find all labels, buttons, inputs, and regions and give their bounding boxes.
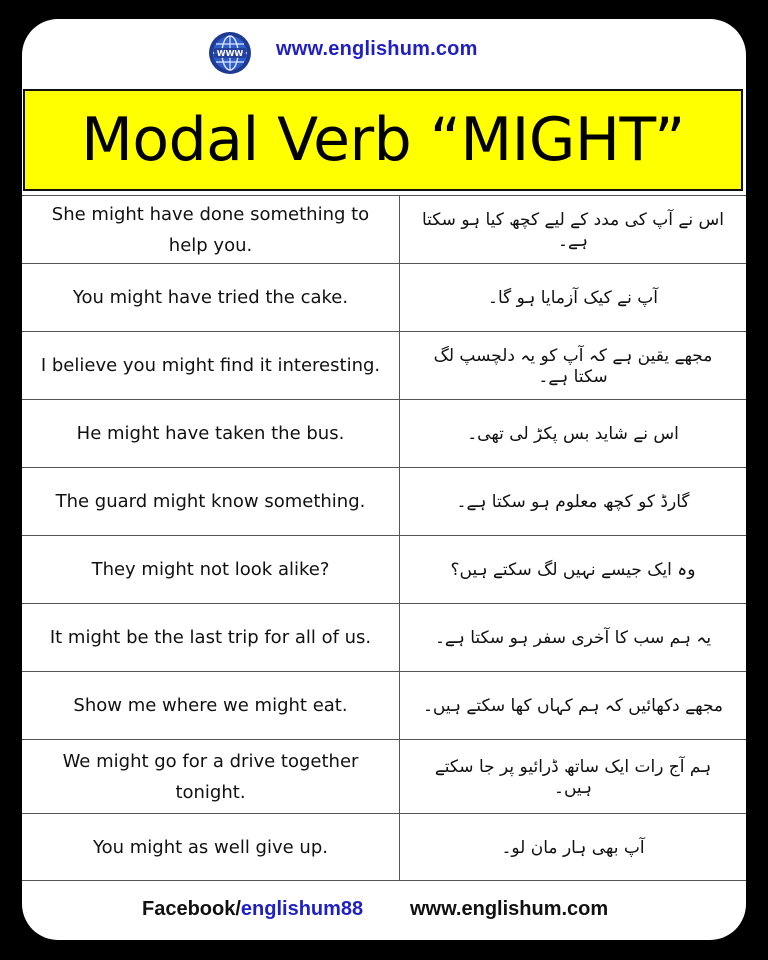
- urdu-translation: یہ ہم سب کا آخری سفر ہو سکتا ہے۔: [434, 628, 712, 648]
- facebook-handle: englishum88: [240, 898, 364, 920]
- urdu-translation: مجھے یقین ہے کہ آپ کو یہ دلچسپ لگ سکتا ہے۔: [433, 345, 713, 387]
- urdu-translation: اس نے شاید بس پکڑ لی تھی۔: [467, 424, 679, 444]
- footer-website-link[interactable]: www.englishum.com: [410, 898, 609, 920]
- english-sentence: I believe you might find it interesting.: [22, 332, 400, 399]
- table-row: [22, 331, 746, 399]
- urdu-translation: وہ ایک جیسے نہیں لگ سکتے ہیں؟: [450, 560, 696, 580]
- english-sentence: Show me where we might eat.: [22, 672, 400, 739]
- urdu-translation: ہم آج رات ایک ساتھ ڈرائیو پر جا سکتے ہیں۔: [434, 756, 712, 798]
- english-sentence: You might as well give up.: [22, 814, 400, 880]
- facebook-link[interactable]: [142, 898, 363, 921]
- header: [22, 19, 746, 87]
- svg-text:WWW: WWW: [216, 49, 244, 58]
- urdu-translation: مجھے دکھائیں کہ ہم کہاں کھا سکتے ہیں۔: [422, 696, 724, 716]
- table-row: [22, 671, 746, 739]
- table-row: [22, 739, 746, 813]
- table-row: [22, 535, 746, 603]
- english-sentence: We might go for a drive together tonight.: [22, 740, 400, 813]
- urdu-translation: آپ بھی ہار مان لو۔: [501, 837, 645, 858]
- table-row: [22, 813, 746, 881]
- english-sentence: The guard might know something.: [22, 468, 400, 535]
- urdu-translation: گارڈ کو کچھ معلوم ہو سکتا ہے۔: [456, 492, 690, 512]
- table-row: [22, 195, 746, 263]
- table-row: [22, 467, 746, 535]
- page-title: Modal Verb “MIGHT”: [81, 105, 685, 175]
- english-sentence: He might have taken the bus.: [22, 400, 400, 467]
- urdu-translation: اس نے آپ کی مدد کے لیے کچھ کیا ہو سکتا ہے۔: [421, 209, 724, 251]
- facebook-prefix: Facebook/: [142, 898, 241, 920]
- header-website-link[interactable]: www.englishum.com: [276, 38, 478, 60]
- english-sentence: They might not look alike?: [22, 536, 400, 603]
- table-row: [22, 263, 746, 331]
- urdu-translation: آپ نے کیک آزمایا ہو گا۔: [488, 288, 658, 308]
- english-sentence: It might be the last trip for all of us.: [22, 604, 400, 671]
- table-row: [22, 399, 746, 467]
- footer: [22, 892, 746, 928]
- title-banner: [23, 89, 743, 191]
- english-sentence: You might have tried the cake.: [22, 264, 400, 331]
- table-row: [22, 603, 746, 671]
- globe-www-icon: [208, 31, 252, 75]
- infographic-card: [22, 19, 746, 940]
- english-sentence: She might have done something to help you.: [22, 196, 400, 263]
